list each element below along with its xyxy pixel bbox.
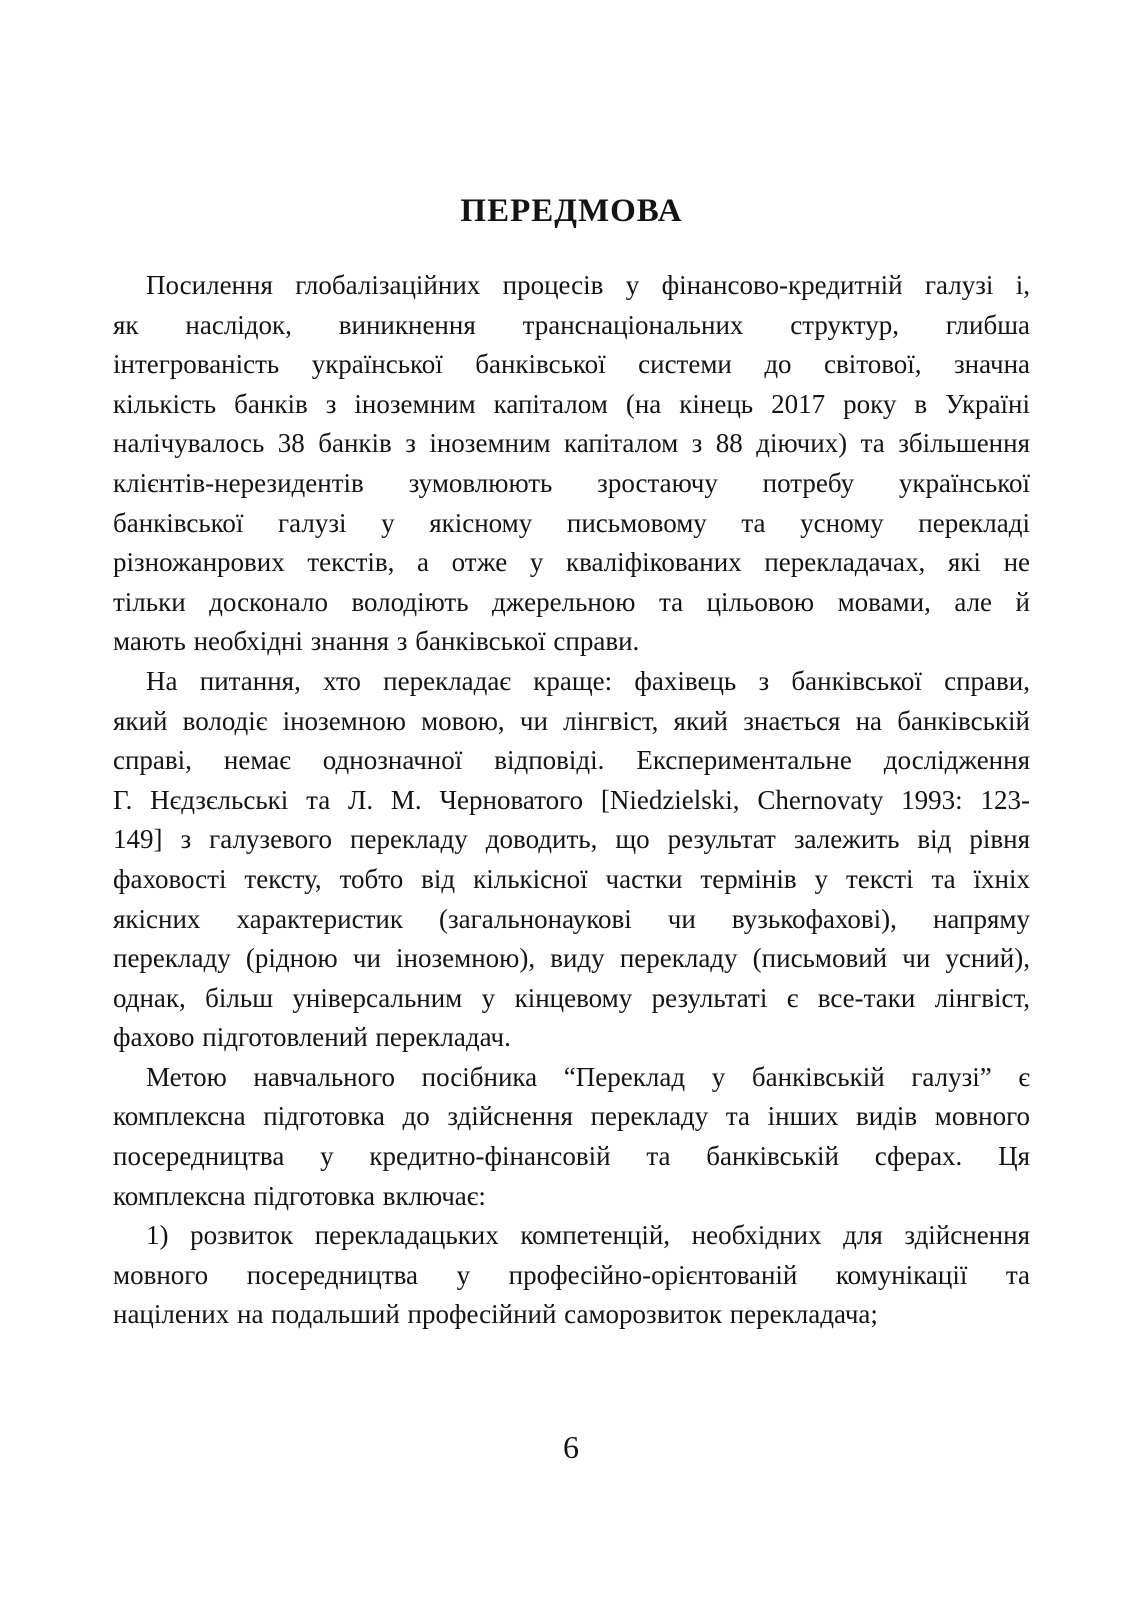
text-line: На питання, хто перекладає краще: фахівець з банківської справи, (146, 665, 1030, 696)
page-title: ПЕРЕДМОВА (460, 193, 683, 229)
text-line: кількість банків з іноземним капіталом (на кінець 2017 року в Україні (113, 388, 1030, 419)
document-content (113, 191, 1030, 1335)
text-line: налічувалось 38 банків з іноземним капіталом з 88 діючих) та збільшення (113, 428, 1030, 459)
text-line: Посилення глобалізаційних процесів у фінансово-кредитній галузі і, (146, 270, 1030, 300)
text-line: який володіє іноземною мовою, чи лінгвіст, який знається на банківській (113, 705, 1030, 736)
text-line: тільки досконало володіють джерельною та цільовою мовами, але й (113, 586, 1030, 617)
text-line: комплексна підготовка до здійснення перекладу та інших видів мовного (113, 1101, 1030, 1132)
text-line: клієнтів-нерезидентів зумовлюють зростаючу потребу української (113, 467, 1030, 498)
text-line: націлених на подальший професійний саморозвиток перекладача; (113, 1299, 878, 1330)
text-line: однак, більш універсальним у кінцевому результаті є все-таки лінгвіст, (113, 982, 1030, 1013)
text-line: посередництва у кредитно-фінансовій та банківській сферах. Ця (113, 1141, 1030, 1172)
text-line: різножанрових текстів, а отже у кваліфікованих перекладачах, які не (113, 547, 1030, 578)
text-line: фахово підготовлений перекладач. (113, 1022, 511, 1053)
text-line: мають необхідні знання з банківської справи. (113, 626, 640, 657)
text-line: справі, немає однозначної відповіді. Експериментальне дослідження (113, 745, 1030, 776)
text-line: фаховості тексту, тобто від кількісної частки термінів у тексті та їхніх (113, 863, 1030, 894)
text-line: 149] з галузевого перекладу доводить, що результат залежить від рівня (113, 824, 1030, 855)
text-line: перекладу (рідною чи іноземною), виду перекладу (письмовий чи усний), (113, 943, 1030, 974)
text-line: інтегрованість української банківської системи до світової, значна (113, 349, 1030, 380)
paragraph (113, 1216, 1030, 1335)
paragraph (113, 1058, 1030, 1216)
text-line: 1) розвиток перекладацьких компетенцій, необхідних для здійснення (146, 1220, 1030, 1251)
document-body (113, 266, 1030, 1335)
text-line: якісних характеристик (загальнонаукові чи вузькофахові), напряму (113, 903, 1030, 934)
text-line: банківської галузі у якісному письмовому та усному перекладі (113, 507, 1030, 538)
text-line: як наслідок, виникнення транснаціональних структур, глибша (113, 309, 1030, 340)
page-number: 6 (563, 1429, 579, 1465)
text-line: мовного посередництва у професійно-орієнтованій комунікації та (113, 1259, 1030, 1290)
text-line: Г. Нєдзєльські та Л. М. Черноватого [Niedzielski, Chernovaty 1993: 123- (113, 784, 1030, 815)
text-line: комплексна підготовка включає: (113, 1180, 486, 1211)
text-line: Метою навчального посібника “Переклад у банківській галузі” є (146, 1061, 1030, 1092)
paragraph (113, 662, 1030, 1058)
paragraph (113, 266, 1030, 662)
